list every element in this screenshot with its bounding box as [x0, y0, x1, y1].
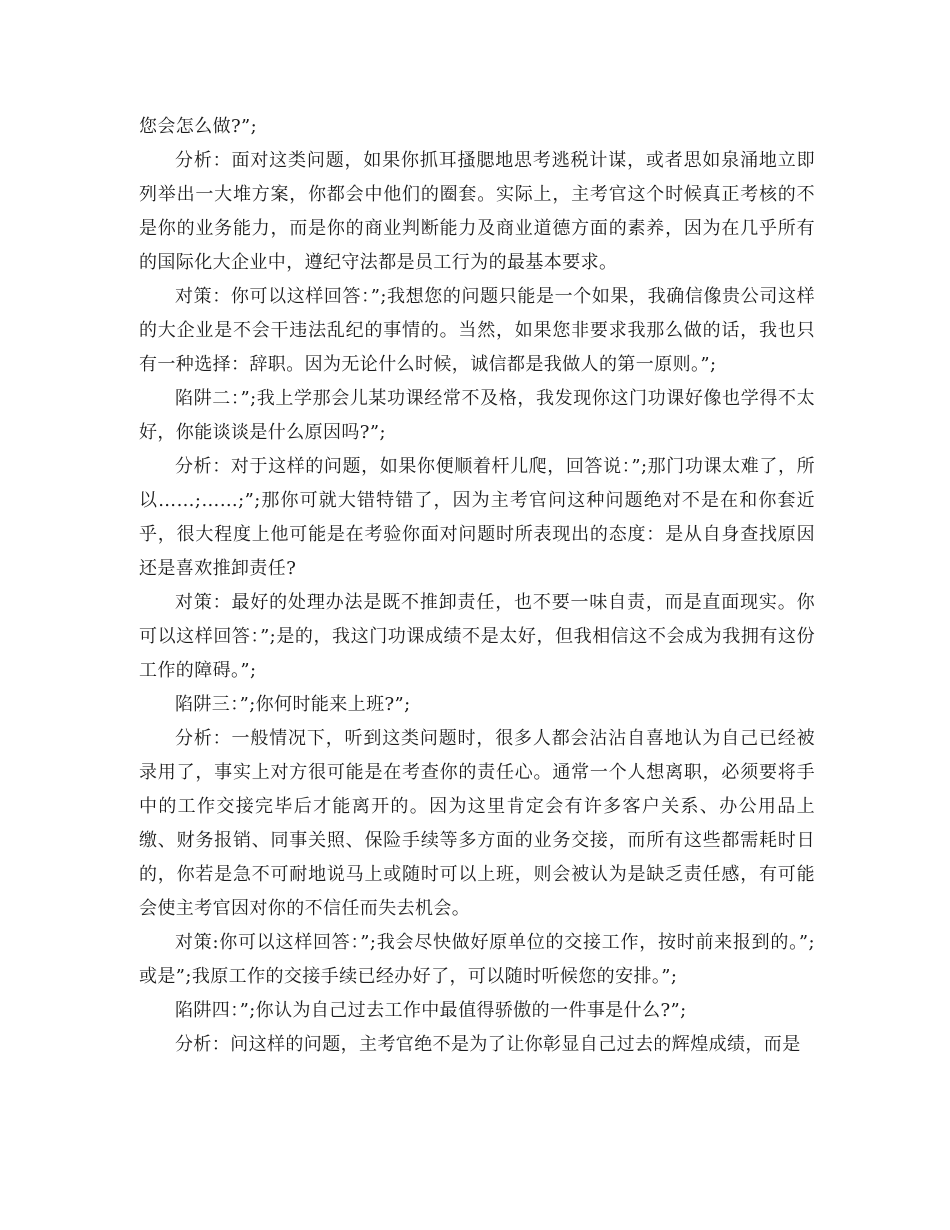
paragraph-strategy: 对策：最好的处理办法是既不推卸责任，也不要一味自责，而是直面现实。你可以这样回答：”;是的，我这门功课成绩不是太好，但我相信这不会成为我拥有这份工作的障碍。”;: [139, 592, 815, 681]
paragraph-analysis: 分析：面对这类问题，如果你抓耳搔腮地思考逃税计谋，或者思如泉涌地立即列举出一大堆方案，你都会中他们的圈套。实际上，主考官这个时候真正考核的不是你的业务能力，而是你的商业判断能力及商业道德方面的素养，因为在几乎所有的国际化大企业中，遵纪守法都是员工行为的最基本要求。: [139, 150, 815, 273]
paragraph-analysis: 分析：对于这样的问题，如果你便顺着杆儿爬，回答说：”;那门功课太难了，所以……;……;”;那你可就大错特错了，因为主考官问这种问题绝对不是在和你套近乎，很大程度上他可能是在考验你面对问题时所表现出的态度：是从自身查找原因还是喜欢推卸责任?: [139, 456, 815, 579]
paragraph-continuation: 您会怎么做?”;: [139, 116, 258, 137]
paragraph-analysis: 分析：一般情况下，听到这类问题时，很多人都会沾沾自喜地认为自己已经被录用了，事实上对方很可能是在考查你的责任心。通常一个人想离职，必须要将手中的工作交接完毕后才能离开的。因为这里肯定会有许多客户关系、办公用品上缴、财务报销、同事关照、保险手续等多方面的业务交接，而所有这些都需耗时日的，你若是急不可耐地说马上或随时可以上班，则会被认为是缺乏责任感，有可能会使主考官因对你的不信任而失去机会。: [139, 728, 815, 919]
paragraph-analysis: 分析：问这样的问题，主考官绝不是为了让你彰显自己过去的辉煌成绩，而是: [175, 1034, 801, 1055]
paragraph-trap-four: 陷阱四：”;你认为自己过去工作中最值得骄傲的一件事是什么?”;: [175, 1000, 687, 1021]
paragraph-strategy: 对策:你可以这样回答：”;我会尽快做好原单位的交接工作，按时前来报到的。”;或是”;我原工作的交接手续已经办好了，可以随时听候您的安排。”;: [139, 932, 815, 987]
document-body: [139, 110, 815, 1062]
paragraph-trap-three: 陷阱三：”;你何时能来上班?”;: [175, 694, 411, 715]
paragraph-strategy: 对策：你可以这样回答：”;我想您的问题只能是一个如果，我确信像贵公司这样的大企业是不会干违法乱纪的事情的。当然，如果您非要求我那么做的话，我也只有一种选择：辞职。因为无论什么时候，诚信都是我做人的第一原则。”;: [139, 286, 815, 375]
paragraph-trap-two: 陷阱二：”;我上学那会儿某功课经常不及格，我发现你这门功课好像也学得不太好，你能谈谈是什么原因吗?”;: [139, 388, 815, 443]
